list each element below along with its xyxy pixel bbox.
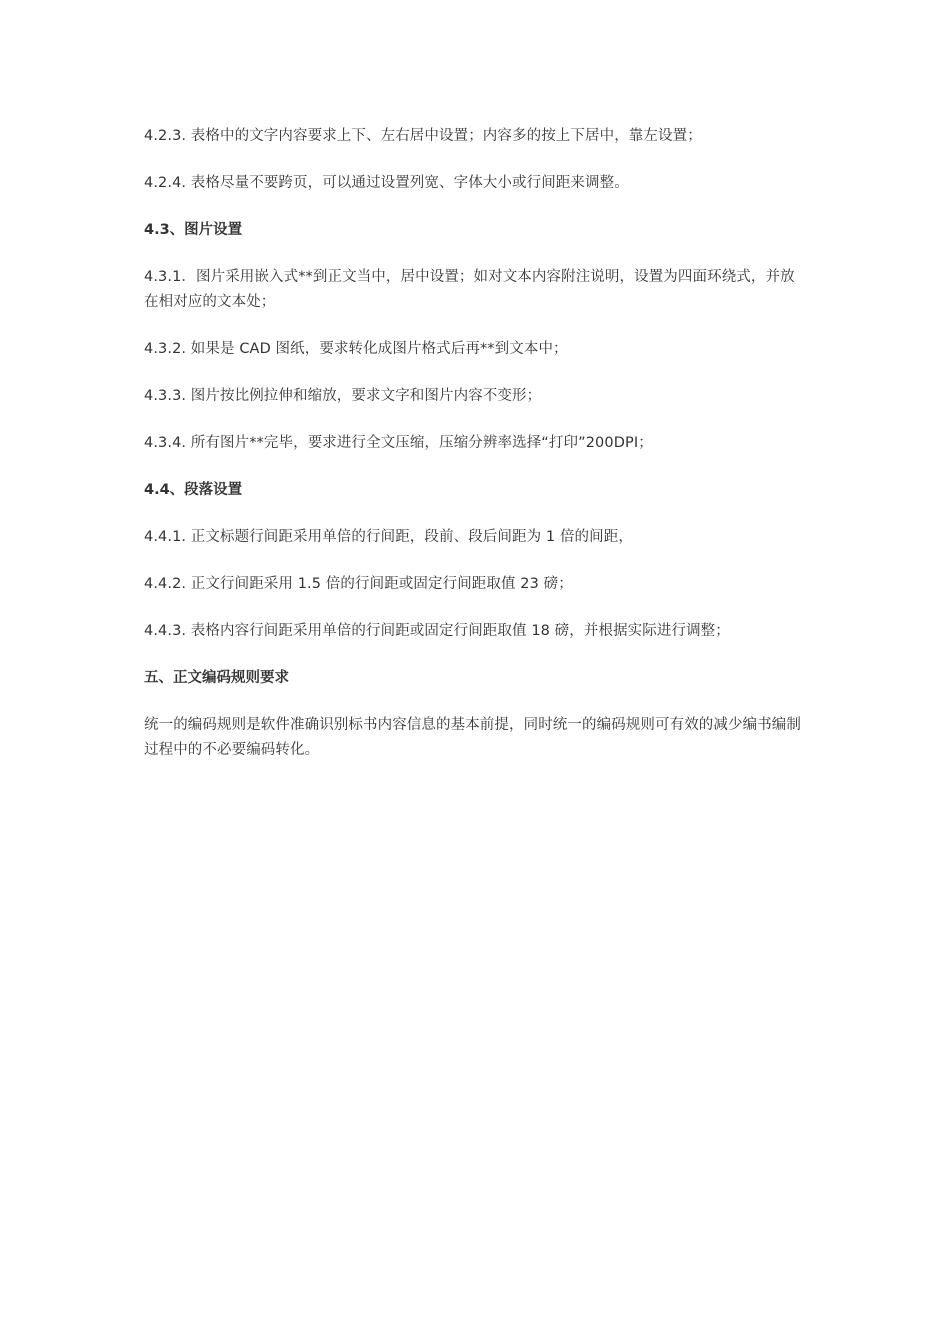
- paragraph-encoding-rules: 统一的编码规则是软件准确识别标书内容信息的基本前提，同时统一的编码规则可有效的减少编书编制过程中的不必要编码转化。: [144, 717, 801, 758]
- section-heading-4-4: 4.4、段落设置: [144, 482, 243, 498]
- paragraph-4-4-1: 4.4.1. 正文标题行间距采用单倍的行间距，段前、段后间距为 1 倍的间距，: [144, 529, 633, 545]
- paragraph-4-3-3: 4.3.3. 图片按比例拉伸和缩放，要求文字和图片内容不变形；: [144, 388, 542, 404]
- paragraph-4-4-3: 4.4.3. 表格内容行间距采用单倍的行间距或固定行间距取值 18 磅，并根据实际进行调整；: [144, 623, 730, 639]
- paragraph-4-3-1: 4.3.1．图片采用嵌入式**到正文当中，居中设置；如对文本内容附注说明，设置为四面环绕式，并放在相对应的文本处；: [144, 269, 795, 310]
- section-heading-5: 五、正文编码规则要求: [144, 670, 289, 686]
- paragraph-4-4-2: 4.4.2. 正文行间距采用 1.5 倍的行间距或固定行间距取值 23 磅；: [144, 576, 573, 592]
- paragraph-4-2-3: 4.2.3. 表格中的文字内容要求上下、左右居中设置；内容多的按上下居中，靠左设置；: [144, 128, 702, 144]
- paragraph-4-2-4: 4.2.4. 表格尽量不要跨页，可以通过设置列宽、字体大小或行间距来调整。: [144, 175, 629, 191]
- document-body: [144, 124, 809, 785]
- paragraph-4-3-4: 4.3.4. 所有图片**完毕，要求进行全文压缩，压缩分辨率选择“打印”200DPI；: [144, 435, 653, 451]
- section-heading-4-3: 4.3、图片设置: [144, 222, 243, 238]
- paragraph-4-3-2: 4.3.2. 如果是 CAD 图纸，要求转化成图片格式后再**到文本中；: [144, 341, 568, 357]
